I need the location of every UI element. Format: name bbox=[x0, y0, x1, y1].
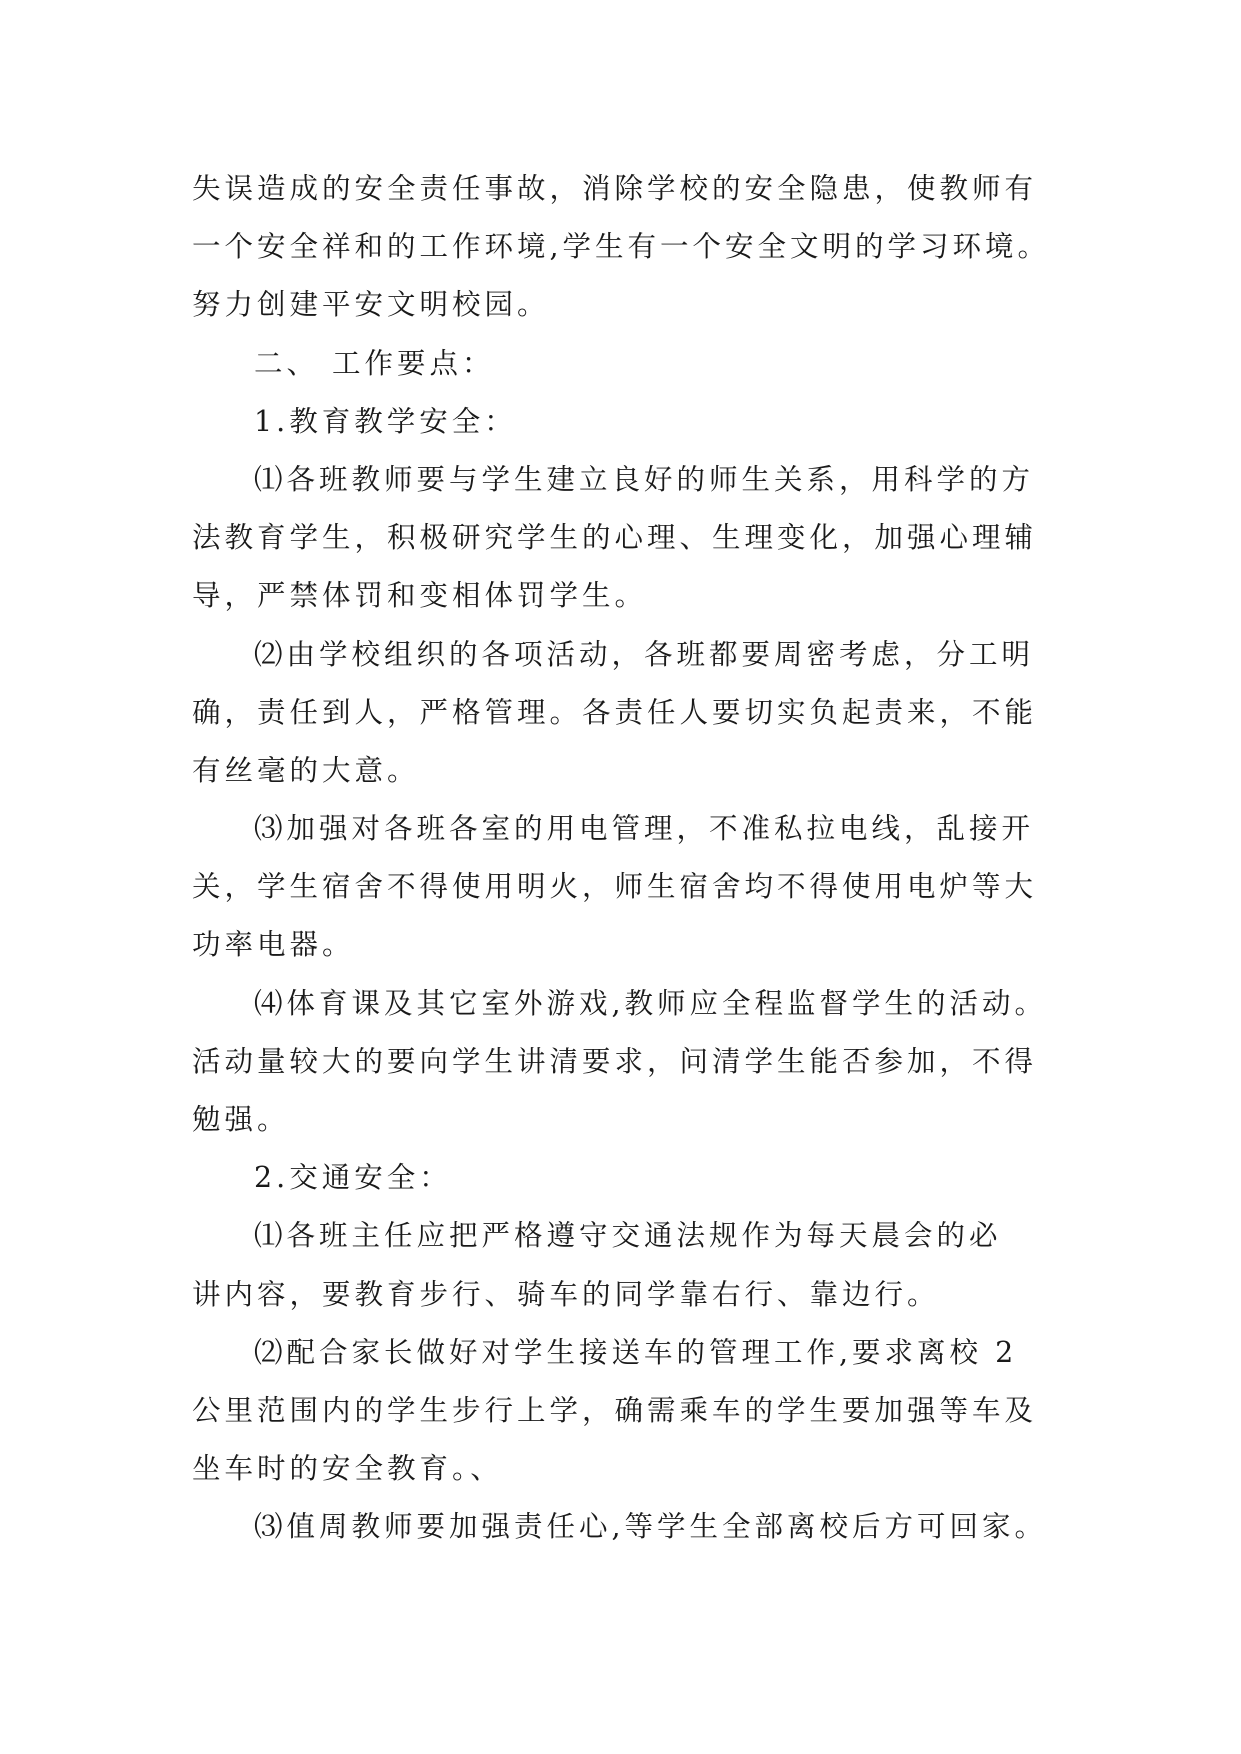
text-line-7: 法教育学生，积极研究学生的心理、生理变化，加强心理辅 bbox=[192, 521, 1038, 555]
text-line-20: 讲内容，要教育步行、骑车的同学靠右行、靠边行。 bbox=[192, 1277, 940, 1311]
text-line-14: 功率电器。 bbox=[192, 928, 355, 962]
text-line-16: 活动量较大的要向学生讲清要求，问清学生能否参加，不得 bbox=[192, 1044, 1038, 1078]
text-line-9: ⑵由学校组织的各项活动，各班都要周密考虑，分工明 bbox=[254, 637, 1035, 671]
text-line-22: 公里范围内的学生步行上学，确需乘车的学生要加强等车及 bbox=[192, 1393, 1038, 1427]
subheading-traffic-safety: 2.交通安全： bbox=[254, 1161, 452, 1195]
text-line-17: 勉强。 bbox=[192, 1103, 290, 1136]
text-line-3: 努力创建平安文明校园。 bbox=[192, 288, 550, 322]
text-line-6: ⑴各班教师要与学生建立良好的师生关系，用科学的方 bbox=[254, 462, 1035, 496]
subheading-teaching-safety: 1.教育教学安全： bbox=[254, 404, 517, 438]
text-line-2: 一个安全祥和的工作环境,学生有一个安全文明的学习环境。 bbox=[192, 230, 1051, 264]
section-heading-work-points: 二、 工作要点： bbox=[254, 346, 495, 380]
text-line-12: ⑶加强对各班各室的用电管理，不准私拉电线，乱接开 bbox=[254, 812, 1035, 846]
text-line-11: 有丝毫的大意。 bbox=[192, 753, 420, 787]
text-line-8: 导，严禁体罚和变相体罚学生。 bbox=[192, 579, 648, 613]
text-line-19: ⑴各班主任应把严格遵守交通法规作为每天晨会的必 bbox=[254, 1219, 1002, 1253]
text-line-15: ⑷体育课及其它室外游戏,教师应全程监督学生的活动。 bbox=[254, 986, 1048, 1020]
document-body bbox=[192, 160, 1082, 1557]
text-line-13: 关，学生宿舍不得使用明火，师生宿舍均不得使用电炉等大 bbox=[192, 870, 1038, 904]
text-line-21: ⑵配合家长做好对学生接送车的管理工作,要求离校 2 bbox=[254, 1335, 1018, 1369]
text-line-24: ⑶值周教师要加强责任心,等学生全部离校后方可回家。 bbox=[254, 1510, 1048, 1544]
text-line-10: 确，责任到人，严格管理。各责任人要切实负起责来，不能 bbox=[192, 695, 1038, 729]
text-line-1: 失误造成的安全责任事故，消除学校的安全隐患，使教师有 bbox=[192, 172, 1038, 205]
text-line-23: 坐车时的安全教育。、 bbox=[192, 1452, 503, 1486]
